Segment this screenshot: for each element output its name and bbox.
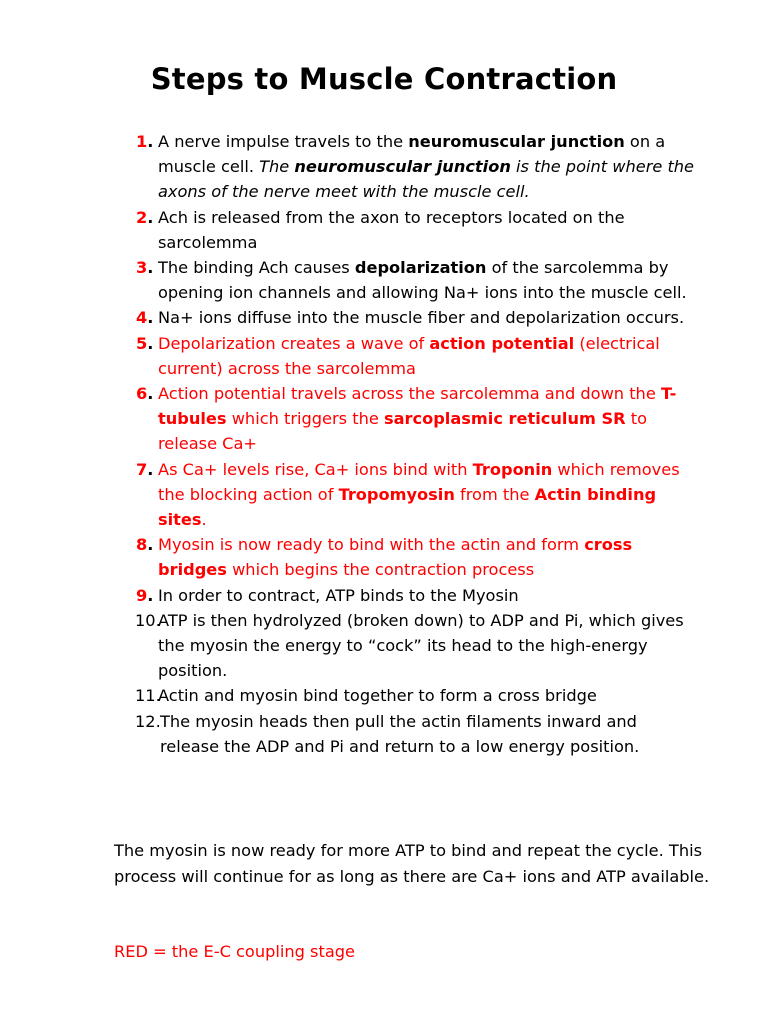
page-title: Steps to Muscle Contraction (150, 62, 618, 96)
step-number: 4. (136, 308, 154, 328)
step-text: Myosin is now ready to bind with the actin and form cross bridges which begins the contraction process (158, 535, 633, 580)
list-item-step-10 (0, 608, 768, 684)
key-term: cross bridges (158, 535, 633, 580)
list-item-step-4 (0, 305, 768, 330)
step-text: As Ca+ levels rise, Ca+ ions bind with Troponin which removes the blocking action of Tropomyosin from the Actin binding sites. (158, 459, 680, 530)
list-item-step-8 (0, 532, 768, 582)
step-number: 5. (136, 333, 154, 353)
key-term: Tropomyosin (338, 484, 455, 504)
step-text: A nerve impulse travels to the (158, 132, 409, 151)
step-number: 8. (136, 535, 154, 555)
step-number: 1. (136, 132, 154, 151)
color-legend: RED = the E-C coupling stage (114, 942, 355, 961)
key-term: action potential (429, 333, 575, 353)
key-term: T-tubules (158, 384, 677, 429)
step-number: 11. (135, 686, 161, 706)
key-term: Troponin (472, 459, 553, 479)
step-number: 7. (136, 459, 154, 479)
steps-list (0, 129, 768, 759)
step-text: Ach is released from the axon to receptors located on the sarcolemma (158, 207, 625, 252)
step-number: 2. (136, 207, 154, 227)
list-item-step-1: 1. A nerve impulse travels to the neuromuscular junction on a muscle cell. The neuromuscular junction is the point where the axons of the nerve meet with the muscle cell. (0, 129, 768, 205)
step-text: The myosin heads then pull the actin filaments inward and release the ADP and Pi and return to a low energy position. (160, 711, 640, 756)
key-term: Actin binding sites (158, 484, 657, 530)
step-text: Action potential travels across the sarcolemma and down the T-tubules which triggers the sarcoplasmic reticulum SR to release Ca+ (158, 384, 677, 454)
list-item-step-2 (0, 205, 768, 255)
list-item-step-5 (0, 331, 768, 381)
closing-paragraph: The myosin is now ready for more ATP to bind and repeat the cycle. This process will continue for as long as there are Ca+ ions and ATP available. (114, 841, 710, 886)
step-number: 6. (136, 384, 154, 404)
key-term: depolarization (354, 258, 487, 278)
list-item-step-6 (0, 381, 768, 457)
key-term: neuromuscular junction (408, 132, 625, 151)
step-number: 3. (136, 258, 154, 278)
key-term: sarcoplasmic reticulum SR (383, 409, 626, 429)
key-term: neuromuscular junction (294, 157, 511, 177)
step-number: 9. (136, 585, 154, 605)
step-text: Depolarization creates a wave of action potential (electrical current) across the sarcolemma (158, 333, 660, 378)
step-text: ATP is then hydrolyzed (broken down) to ADP and Pi, which gives the myosin the energy to “cock” its head to the high-energy position. (158, 610, 684, 681)
list-item-step-3: 3. The binding Ach causes depolarization of the sarcolemma by opening ion channels and allowing Na+ ions into the muscle cell. (0, 255, 768, 305)
list-item-step-7 (0, 457, 768, 533)
list-item-step-11 (0, 683, 768, 708)
list-item-step-9 (0, 583, 768, 608)
list-item-step-12 (0, 709, 768, 759)
step-text: Actin and myosin bind together to form a cross bridge (158, 686, 597, 706)
step-text: In order to contract, ATP binds to the Myosin (158, 585, 519, 605)
step-text: The binding Ach causes (158, 258, 355, 278)
step-number: 12. (135, 711, 161, 731)
step-text: Na+ ions diffuse into the muscle fiber and depolarization occurs. (158, 308, 685, 328)
step-number: 10. (135, 610, 161, 630)
